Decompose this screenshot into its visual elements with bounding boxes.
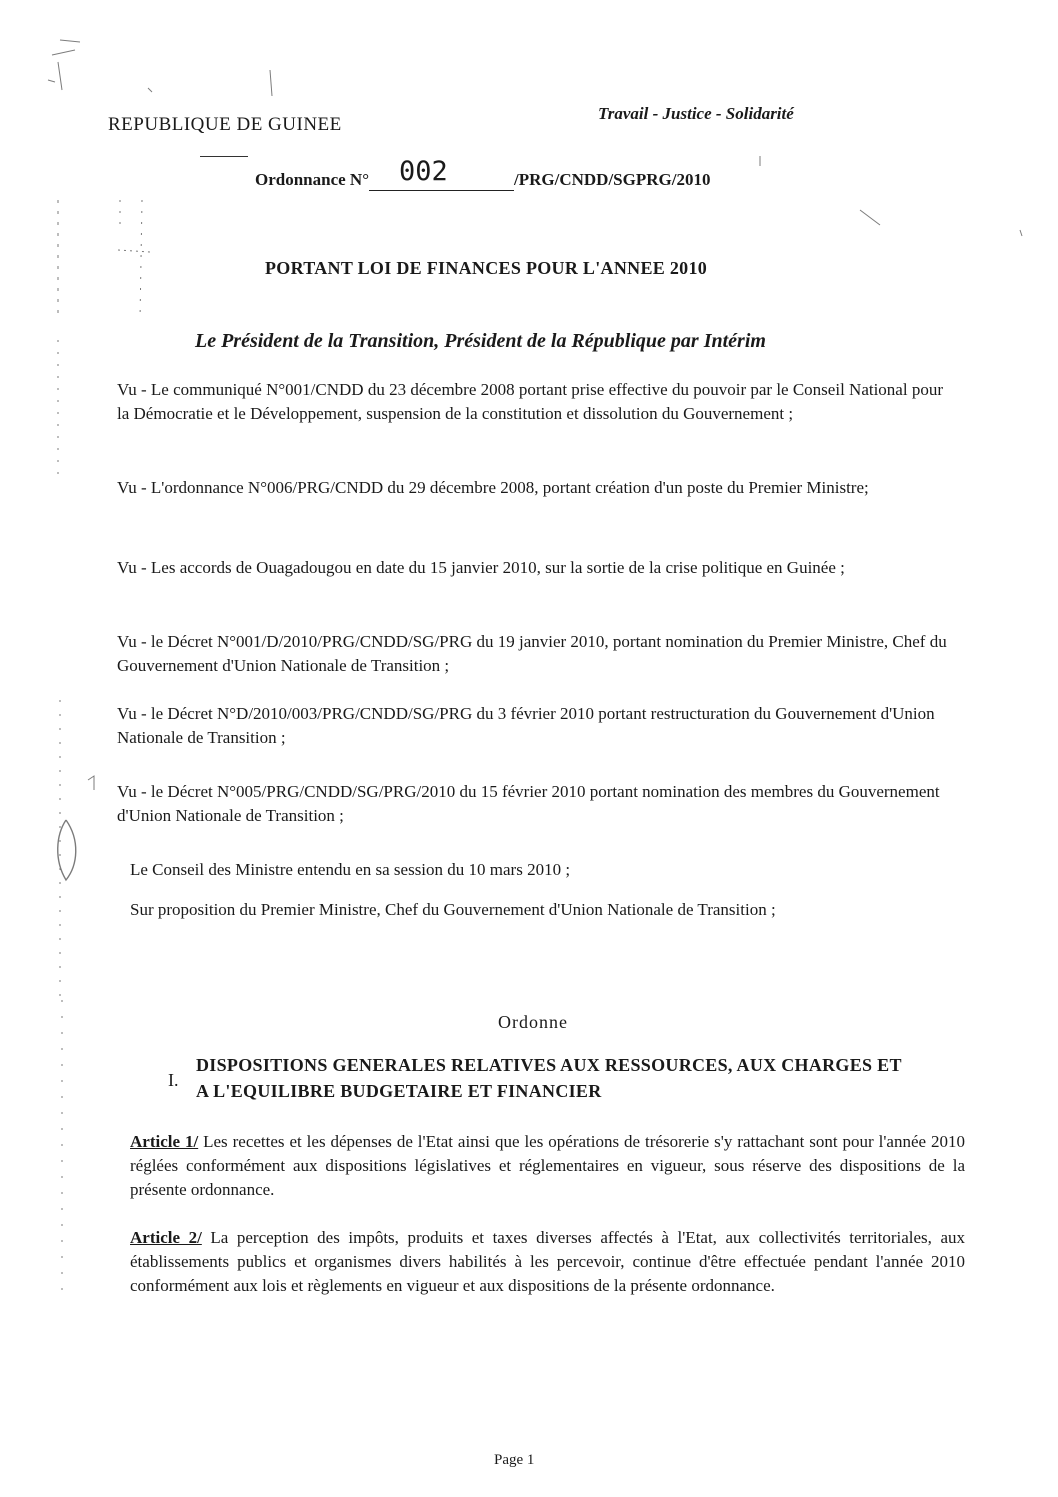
article-2-text: La perception des impôts, produits et taxes diverses affectés à l'Etat, aux collectivités territoriales, aux établissements publics et organismes divers habilités à les percevoir, continue d'être effectuée pendant l'année 2010 conformément aux lois et règlements en vigueur et aux dispositions de la présente ordonnance. [130, 1228, 965, 1295]
ordinance-prefix: Ordonnance N° [255, 170, 370, 189]
page-footer: Page 1 [494, 1452, 535, 1468]
section-number: I. [168, 1070, 179, 1090]
consideration-2: Vu - L'ordonnance N°006/PRG/CNDD du 29 décembre 2008, portant création d'un poste du Premier Ministre; [117, 478, 869, 497]
ordinance-number: 002 [399, 156, 448, 187]
consideration-4: Vu - le Décret N°001/D/2010/PRG/CNDD/SG/PRG du 19 janvier 2010, portant nomination du Premier Ministre, Chef du Gouvernement d'Union Nationale de Transition ; [117, 632, 947, 675]
consideration-5: Vu - le Décret N°D/2010/003/PRG/CNDD/SG/PRG du 3 février 2010 portant restructuration du Gouvernement d'Union Nationale de Transition ; [117, 704, 935, 747]
ordonne-heading: Ordonne [498, 1012, 568, 1032]
article-1 [130, 1130, 965, 1202]
article-2-label: Article 2/ [130, 1228, 202, 1247]
consideration-6: Vu - le Décret N°005/PRG/CNDD/SG/PRG/2010 du 15 février 2010 portant nomination des membres du Gouvernement d'Union Nationale de Transition ; [117, 782, 940, 825]
article-1-text: Les recettes et les dépenses de l'Etat ainsi que les opérations de trésorerie s'y rattachant sont pour l'année 2010 réglées conformément aux dispositions législatives et réglementaires en vigueur, sous réserve des dispositions de la présente ordonnance. [130, 1132, 965, 1199]
consideration-1: Vu - Le communiqué N°001/CNDD du 23 décembre 2008 portant prise effective du pouvoir par le Conseil National pour la Démocratie et le Développement, suspension de la constitution et dissolution du Gouvernement ; [117, 380, 943, 423]
country-underline [200, 156, 248, 157]
document-title: PORTANT LOI DE FINANCES POUR L'ANNEE 2010 [265, 258, 708, 278]
national-motto: Travail - Justice - Solidarité [598, 104, 794, 123]
president-line: Le Président de la Transition, Président de la République par Intérim [195, 330, 766, 352]
ordinance-line [255, 156, 711, 191]
ordinance-suffix: /PRG/CNDD/SGPRG/2010 [514, 170, 711, 189]
ordinance-number-blank [369, 156, 514, 191]
section-title: DISPOSITIONS GENERALES RELATIVES AUX RESSOURCES, AUX CHARGES ET A L'EQUILIBRE BUDGETAIRE ET FINANCIER [196, 1055, 902, 1101]
proposition-line: Sur proposition du Premier Ministre, Chef du Gouvernement d'Union Nationale de Transition ; [130, 900, 776, 919]
country-name: REPUBLIQUE DE GUINEE [108, 114, 342, 135]
article-1-label: Article 1/ [130, 1132, 199, 1151]
consideration-3: Vu - Les accords de Ouagadougou en date du 15 janvier 2010, sur la sortie de la crise politique en Guinée ; [117, 558, 845, 577]
conseil-line: Le Conseil des Ministre entendu en sa session du 10 mars 2010 ; [130, 860, 571, 879]
article-2 [130, 1226, 965, 1298]
